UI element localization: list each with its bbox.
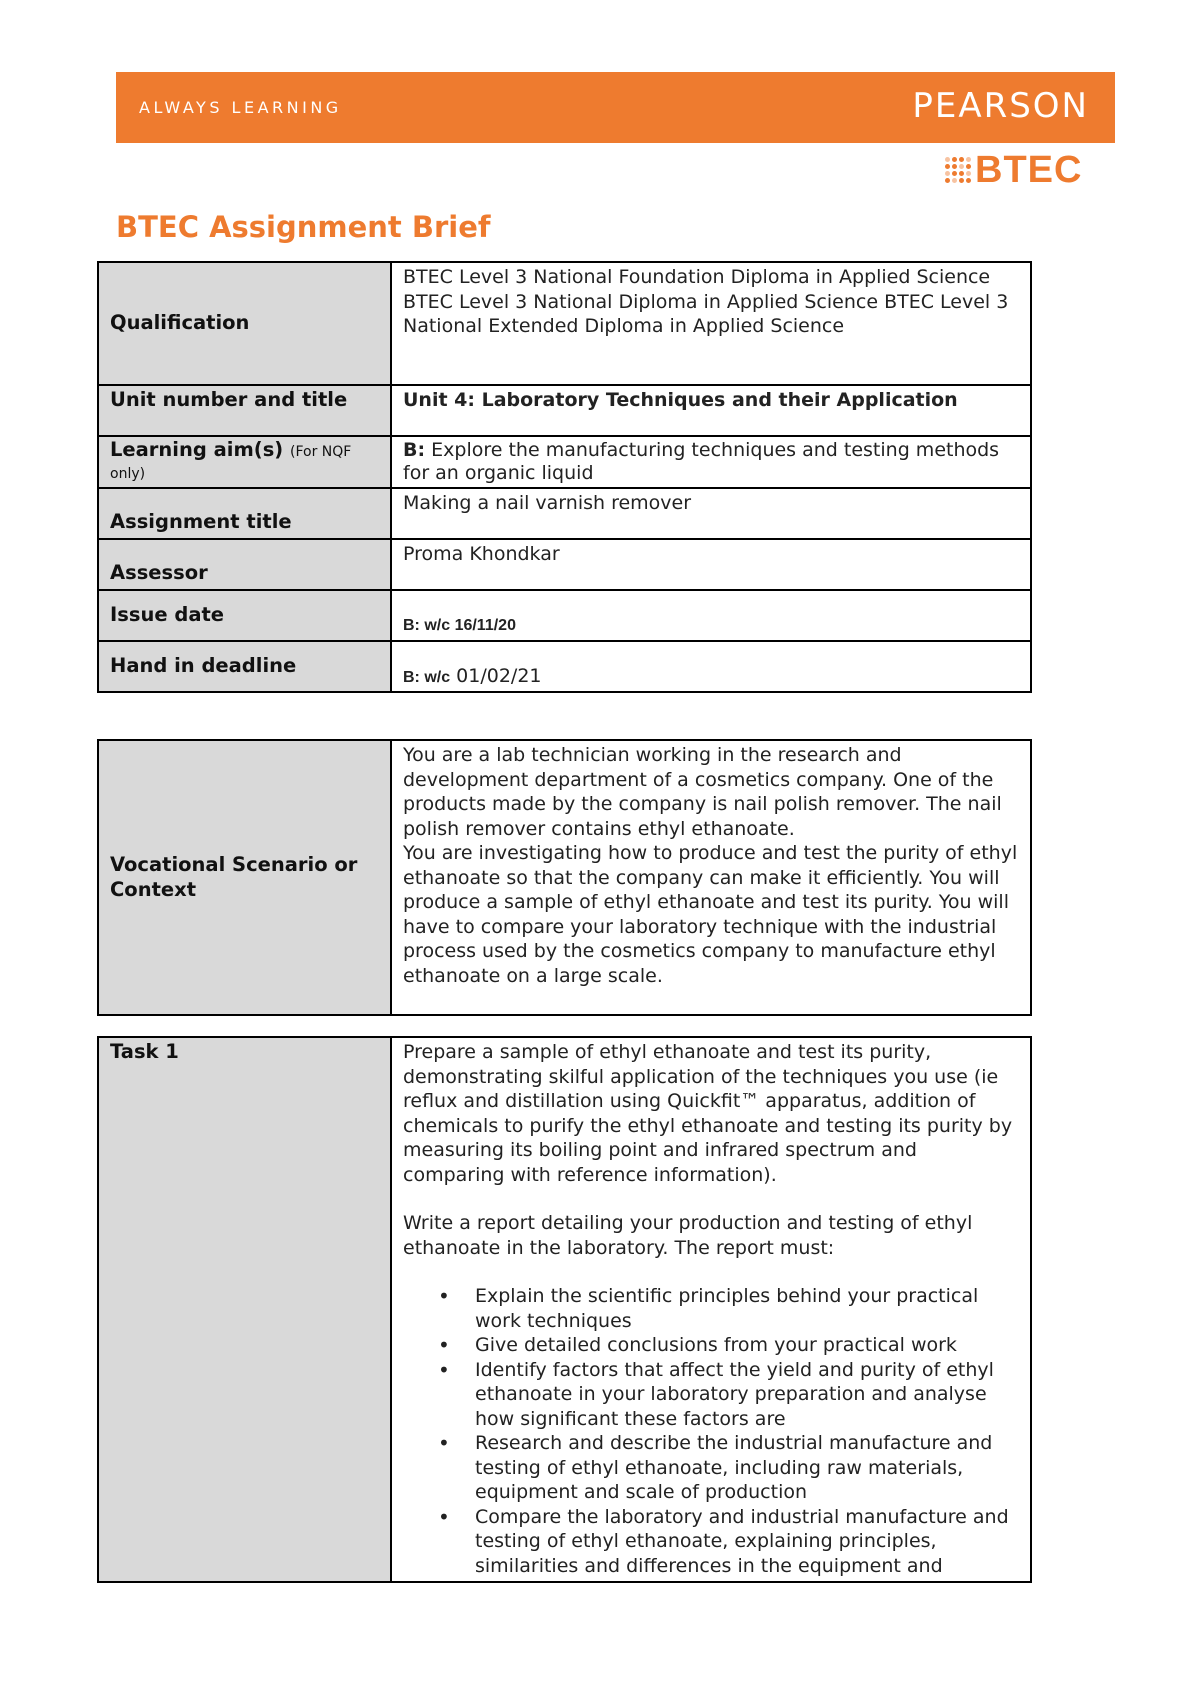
table-row — [98, 488, 1031, 539]
sub-brand-logo — [945, 148, 1082, 192]
learning-aim-value — [391, 436, 1031, 488]
scenario-value — [391, 740, 1031, 1015]
table-row — [98, 1037, 1031, 1582]
brand-logo: PEARSON — [912, 86, 1089, 126]
scenario-paragraph: You are a lab technician working in the research and development department of a cosmetics company. One of the products made by the company is nail polish remover. The nail polish remover contains ethyl ethanoate. — [403, 744, 1002, 840]
assessor-label: Assessor — [98, 539, 391, 590]
table-row — [98, 436, 1031, 488]
header-banner — [116, 72, 1115, 143]
list-item: • Compare the laboratory and industrial manufacture and testing of ethyl ethanoate, explaining principles, similarities and differences in the equipment and — [475, 1505, 1019, 1579]
qualification-label: Qualification — [98, 262, 391, 385]
issue-date-label: Issue date — [98, 590, 391, 641]
list-item: • Research and describe the industrial manufacture and testing of ethyl ethanoate, including raw materials, equipment and scale of production — [475, 1431, 1019, 1505]
learning-aim-note: (For NQF only) — [110, 444, 352, 482]
document-title: BTEC Assignment Brief — [116, 210, 491, 244]
learning-aim-text: Explore the manufacturing techniques and testing methods for an organic liquid — [403, 439, 1000, 484]
qualification-value: BTEC Level 3 National Foundation Diploma in Applied Science BTEC Level 3 National Diploma in Applied Science BTEC Level 3 National Extended Diploma in Applied Science — [391, 262, 1031, 385]
issue-date-value — [391, 590, 1031, 641]
assessor-value: Proma Khondkar — [391, 539, 1031, 590]
table-row — [98, 590, 1031, 641]
task1-label: Task 1 — [98, 1037, 391, 1582]
learning-aim-label — [98, 436, 391, 488]
task1-intro: Prepare a sample of ethyl ethanoate and test its purity, demonstrating skilful application of the techniques you use (ie reflux and distillation using Quickfit™ apparatus, addition of chemicals to purify the ethyl ethanoate and testing its purity by measuring its boiling point and infrared spectrum and comparing with reference information). — [403, 1041, 1013, 1186]
table-row — [98, 262, 1031, 385]
table-row — [98, 740, 1031, 1015]
deadline-text: 01/02/21 — [456, 664, 542, 687]
learning-aim-prefix: B: — [403, 439, 426, 461]
table-row — [98, 641, 1031, 692]
list-item: • Give detailed conclusions from your practical work — [475, 1333, 1019, 1358]
unit-label: Unit number and title — [98, 385, 391, 436]
learning-aim-label-text: Learning aim(s) — [110, 438, 284, 461]
table-row — [98, 385, 1031, 436]
assignment-details-table — [97, 261, 1032, 693]
scenario-label: Vocational Scenario or Context — [98, 740, 391, 1015]
assignment-title-value: Making a nail varnish remover — [391, 488, 1031, 539]
tagline: ALWAYS LEARNING — [139, 98, 342, 117]
task1-requirements-list — [403, 1284, 1019, 1578]
unit-value: Unit 4: Laboratory Techniques and their Application — [391, 385, 1031, 436]
task1-report-intro: Write a report detailing your production and testing of ethyl ethanoate in the laboratory. The report must: — [403, 1212, 973, 1259]
list-item: • Identify factors that affect the yield and purity of ethyl ethanoate in your laboratory preparation and analyse how significant these factors are — [475, 1358, 1019, 1432]
scenario-paragraph: You are investigating how to produce and test the purity of ethyl ethanoate so that the company can make it efficiently. You will produce a sample of ethyl ethanoate and test its purity. You will have to compare your laboratory technique with the industrial process used by the cosmetics company to manufacture ethyl ethanoate on a large scale. — [403, 842, 1018, 987]
sub-brand-text: BTEC — [975, 148, 1083, 191]
table-row — [98, 539, 1031, 590]
task1-value — [391, 1037, 1031, 1582]
task-table — [97, 1036, 1032, 1583]
deadline-prefix: B: w/c — [403, 668, 451, 686]
deadline-value — [391, 641, 1031, 692]
deadline-label: Hand in deadline — [98, 641, 391, 692]
assignment-title-label: Assignment title — [98, 488, 391, 539]
dots-icon — [945, 157, 971, 183]
scenario-table — [97, 739, 1032, 1016]
issue-date-text: B: w/c 16/11/20 — [403, 616, 516, 634]
list-item: • Explain the scientific principles behind your practical work techniques — [475, 1284, 1019, 1333]
